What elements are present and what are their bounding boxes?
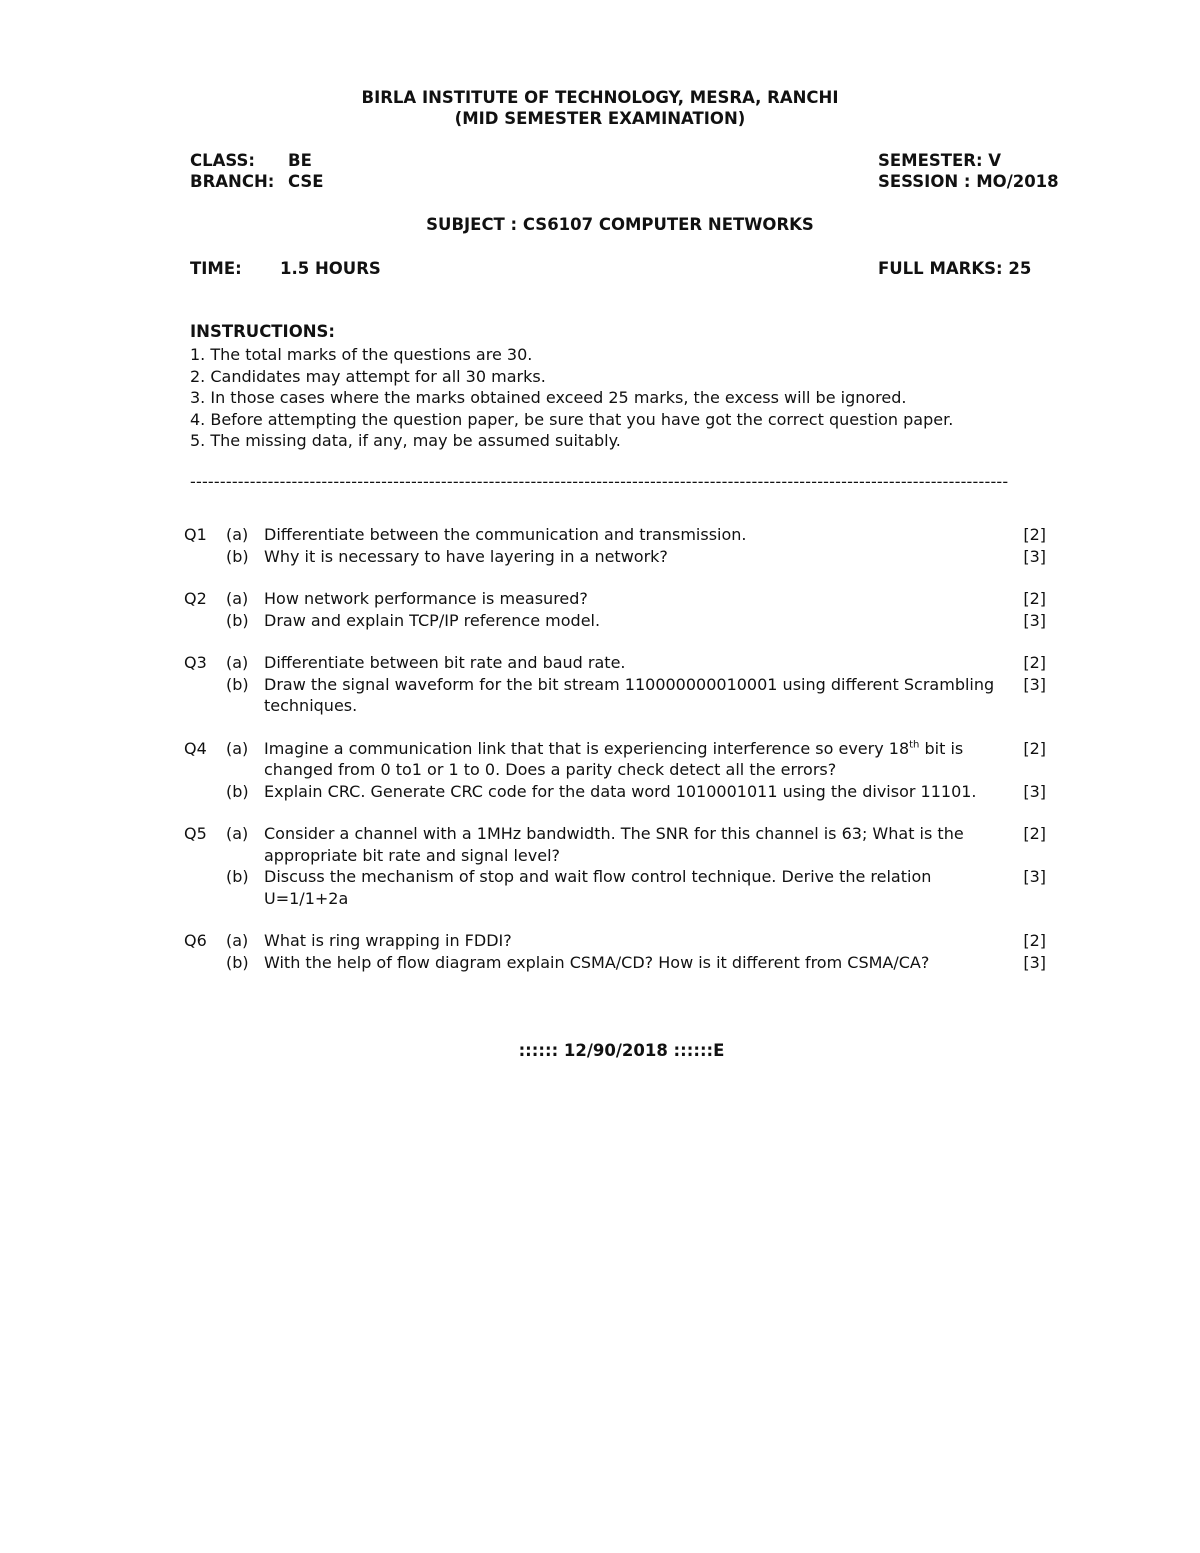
question-part bbox=[184, 652, 1046, 674]
dashed-divider: ----------------------------------------------------------------------------------------------------------------------------------------- bbox=[190, 472, 1009, 491]
part-text bbox=[264, 738, 999, 781]
part-text-end: bit is changed from 0 to1 or 1 to 0. Does a parity check detect all the errors? bbox=[264, 738, 964, 779]
question-part bbox=[184, 546, 1046, 568]
question-number: Q3 bbox=[184, 653, 207, 672]
part-text: Draw the signal waveform for the bit stream 110000000010001 using different Scrambling techniques. bbox=[264, 674, 995, 715]
session: SESSION : MO/2018 bbox=[878, 172, 1059, 191]
question-part bbox=[184, 866, 1046, 909]
question-2 bbox=[184, 588, 1046, 631]
part-text-start: Imagine a communication link that that is experiencing interference so every 18 bbox=[264, 738, 910, 758]
question-part bbox=[184, 588, 1046, 610]
part-marks: [2] bbox=[1023, 931, 1046, 950]
part-label: (b) bbox=[226, 674, 249, 694]
class-label: CLASS: bbox=[190, 151, 256, 170]
instruction-item: 2. Candidates may attempt for all 30 marks. bbox=[190, 366, 546, 386]
instruction-item: 5. The missing data, if any, may be assumed suitably. bbox=[190, 431, 621, 450]
branch-label: BRANCH: bbox=[190, 172, 275, 191]
part-marks: [3] bbox=[1023, 674, 1046, 694]
semester: SEMESTER: V bbox=[878, 151, 1002, 170]
part-text: Explain CRC. Generate CRC code for the data word 1010001011 using the divisor 11101. bbox=[264, 781, 977, 801]
questions-list bbox=[184, 524, 1046, 994]
part-text: What is ring wrapping in FDDI? bbox=[264, 931, 512, 950]
part-label: (b) bbox=[226, 610, 249, 630]
instruction-item: 1. The total marks of the questions are 30. bbox=[190, 345, 533, 364]
question-part bbox=[184, 781, 1046, 803]
part-marks: [2] bbox=[1023, 653, 1046, 672]
class-value: BE bbox=[288, 151, 312, 170]
question-3 bbox=[184, 652, 1046, 717]
branch-row bbox=[190, 172, 1059, 194]
part-label: (b) bbox=[226, 867, 249, 886]
part-marks: [2] bbox=[1023, 589, 1046, 608]
class-row bbox=[190, 151, 1045, 173]
question-part bbox=[184, 674, 1046, 717]
part-label: (b) bbox=[226, 781, 249, 801]
question-4 bbox=[184, 738, 1046, 803]
question-part bbox=[184, 952, 1046, 974]
question-number: Q2 bbox=[184, 589, 207, 608]
instruction-item: 3. In those cases where the marks obtained exceed 25 marks, the excess will be ignored. bbox=[190, 388, 907, 407]
part-text: How network performance is measured? bbox=[264, 589, 588, 608]
question-part bbox=[184, 930, 1046, 952]
part-marks: [3] bbox=[1023, 952, 1046, 972]
question-number: Q4 bbox=[184, 738, 207, 758]
question-number: Q6 bbox=[184, 931, 207, 950]
part-label: (a) bbox=[226, 824, 249, 843]
footer-date: :::::: 12/90/2018 ::::::E bbox=[518, 1041, 725, 1060]
question-part bbox=[184, 610, 1046, 632]
part-label: (a) bbox=[226, 653, 249, 672]
part-label: (a) bbox=[226, 589, 249, 608]
question-part bbox=[184, 823, 1046, 866]
part-text: Consider a channel with a 1MHz bandwidth. The SNR for this channel is 63; What is the appropriate bit rate and signal level? bbox=[264, 824, 964, 865]
part-label: (b) bbox=[226, 546, 249, 566]
instructions-list bbox=[190, 344, 1050, 452]
instructions-title: INSTRUCTIONS: bbox=[190, 322, 336, 341]
part-marks: [2] bbox=[1023, 824, 1046, 843]
part-text: Why it is necessary to have layering in a network? bbox=[264, 546, 668, 566]
branch-value: CSE bbox=[288, 172, 324, 191]
institute-name: BIRLA INSTITUTE OF TECHNOLOGY, MESRA, RANCHI bbox=[361, 88, 839, 107]
part-marks: [2] bbox=[1023, 738, 1046, 758]
ordinal-suffix: th bbox=[909, 739, 920, 751]
exam-type: (MID SEMESTER EXAMINATION) bbox=[454, 109, 746, 128]
part-label: (a) bbox=[226, 738, 249, 758]
part-text: Differentiate between bit rate and baud rate. bbox=[264, 653, 626, 672]
time-label: TIME: bbox=[190, 259, 242, 278]
question-6 bbox=[184, 930, 1046, 973]
time-value: 1.5 HOURS bbox=[280, 259, 381, 278]
instruction-item: 4. Before attempting the question paper, be sure that you have got the correct question paper. bbox=[190, 409, 954, 429]
part-marks: [2] bbox=[1023, 525, 1046, 544]
question-number: Q1 bbox=[184, 525, 207, 544]
question-5 bbox=[184, 823, 1046, 909]
part-marks: [3] bbox=[1023, 546, 1046, 566]
full-marks: FULL MARKS: 25 bbox=[878, 259, 1032, 278]
part-label: (a) bbox=[226, 931, 249, 950]
subject-title: SUBJECT : CS6107 COMPUTER NETWORKS bbox=[426, 215, 814, 234]
part-text: Differentiate between the communication and transmission. bbox=[264, 525, 747, 544]
question-part bbox=[184, 524, 1046, 546]
question-number: Q5 bbox=[184, 824, 207, 843]
part-text: Draw and explain TCP/IP reference model. bbox=[264, 610, 601, 630]
part-text: With the help of flow diagram explain CSMA/CD? How is it different from CSMA/CA? bbox=[264, 952, 930, 972]
part-label: (a) bbox=[226, 525, 249, 544]
part-marks: [3] bbox=[1023, 781, 1046, 801]
part-marks: [3] bbox=[1023, 610, 1046, 630]
question-1 bbox=[184, 524, 1046, 567]
part-label: (b) bbox=[226, 952, 249, 972]
part-marks: [3] bbox=[1023, 867, 1046, 886]
question-part bbox=[184, 738, 1046, 781]
part-text: Discuss the mechanism of stop and wait flow control technique. Derive the relation U=1/1+2a bbox=[264, 867, 932, 908]
